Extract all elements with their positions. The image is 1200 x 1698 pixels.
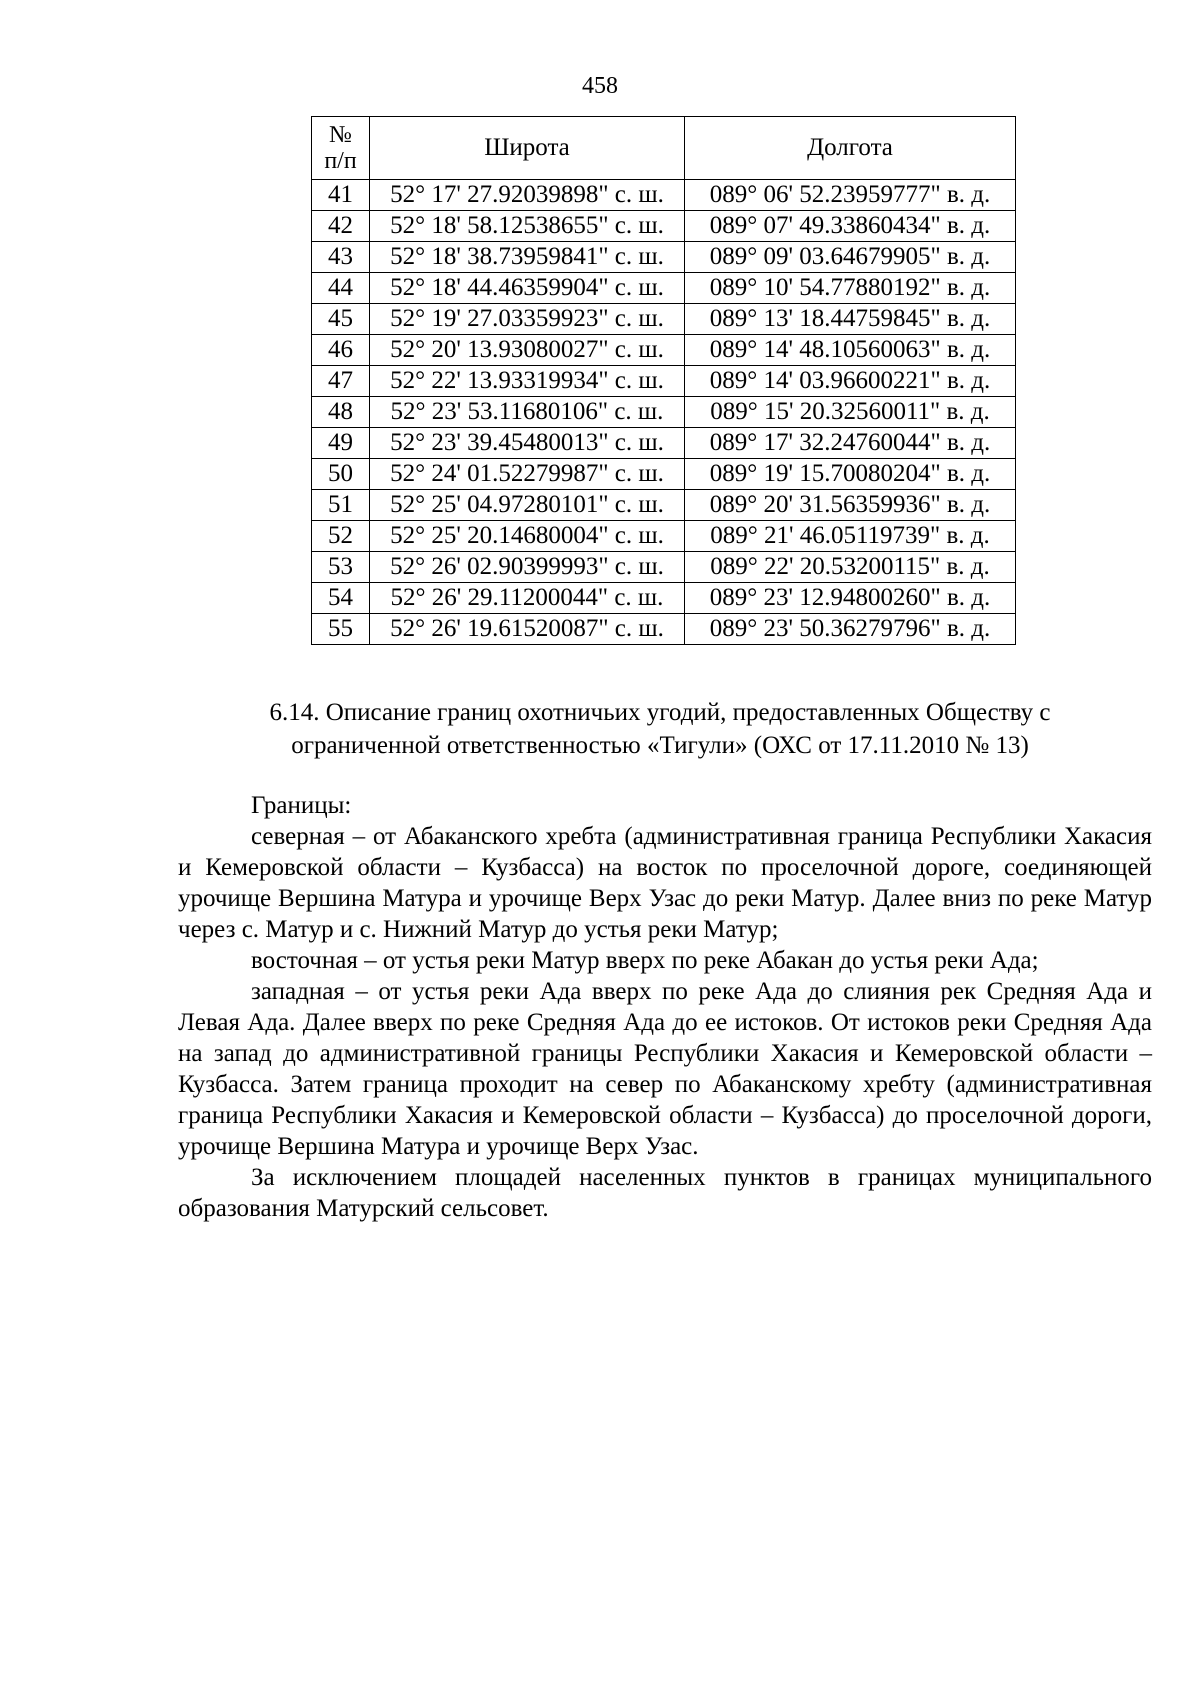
cell-number: 48	[312, 397, 370, 428]
cell-number: 47	[312, 366, 370, 397]
cell-number: 43	[312, 242, 370, 273]
header-latitude: Широта	[370, 117, 685, 180]
header-number-abbr: п/п	[324, 148, 357, 174]
cell-longitude: 089° 06' 52.23959777" в. д.	[685, 180, 1016, 211]
table-row	[312, 459, 1016, 490]
table-row	[312, 335, 1016, 366]
cell-longitude: 089° 22' 20.53200115" в. д.	[685, 552, 1016, 583]
cell-longitude: 089° 13' 18.44759845" в. д.	[685, 304, 1016, 335]
section-title	[220, 696, 1100, 762]
header-number	[312, 117, 370, 180]
cell-latitude: 52° 23' 39.45480013" с. ш.	[370, 428, 685, 459]
border-east: восточная – от устья реки Матур вверх по реке Абакан до устья реки Ада;	[251, 947, 1039, 974]
cell-latitude: 52° 20' 13.93080027" с. ш.	[370, 335, 685, 366]
cell-latitude: 52° 25' 04.97280101" с. ш.	[370, 490, 685, 521]
border-north: северная – от Абаканского хребта (административная граница Республики Хакасия и Кемеровской области – Кузбасса) на восток по проселочной дороге, соединяющей урочище Вершина Матура и урочище Верх Узас до реки Матур. Далее вниз по реке Матур через с. Матур и с. Нижний Матур до устья реки Матур;	[178, 823, 1152, 943]
cell-longitude: 089° 20' 31.56359936" в. д.	[685, 490, 1016, 521]
cell-latitude: 52° 18' 58.12538655" с. ш.	[370, 211, 685, 242]
cell-latitude: 52° 17' 27.92039898" с. ш.	[370, 180, 685, 211]
cell-latitude: 52° 18' 38.73959841" с. ш.	[370, 242, 685, 273]
page-number: 458	[582, 73, 618, 99]
header-number-symbol: №	[329, 122, 352, 148]
cell-longitude: 089° 14' 03.96600221" в. д.	[685, 366, 1016, 397]
cell-latitude: 52° 19' 27.03359923" с. ш.	[370, 304, 685, 335]
table-row	[312, 180, 1016, 211]
table-row	[312, 273, 1016, 304]
cell-latitude: 52° 22' 13.93319934" с. ш.	[370, 366, 685, 397]
cell-number: 51	[312, 490, 370, 521]
cell-number: 45	[312, 304, 370, 335]
borders-description	[178, 790, 1152, 1224]
cell-number: 52	[312, 521, 370, 552]
table-row	[312, 397, 1016, 428]
cell-latitude: 52° 24' 01.52279987" с. ш.	[370, 459, 685, 490]
table-row	[312, 428, 1016, 459]
cell-number: 53	[312, 552, 370, 583]
cell-number: 55	[312, 614, 370, 645]
table-row	[312, 583, 1016, 614]
table-row	[312, 552, 1016, 583]
section-title-line-2: ограниченной ответственностью «Тигули» (ОХС от 17.11.2010 № 13)	[291, 732, 1029, 759]
table-row	[312, 242, 1016, 273]
cell-latitude: 52° 23' 53.11680106" с. ш.	[370, 397, 685, 428]
cell-longitude: 089° 10' 54.77880192" в. д.	[685, 273, 1016, 304]
border-west: западная – от устья реки Ада вверх по реке Ада до слияния рек Средняя Ада и Левая Ада. Далее вверх по реке Средняя Ада до ее истоков. От истоков реки Средняя Ада на запад до административной границы Республики Хакасия и Кемеровской области – Кузбасса. Затем граница проходит на север по Абаканскому хребту (административная граница Республики Хакасия и Кемеровской области – Кузбасса) до проселочной дороги, урочище Вершина Матура и урочище Верх Узас.	[178, 978, 1152, 1160]
table-row	[312, 304, 1016, 335]
exclusion-note: За исключением площадей населенных пунктов в границах муниципального образования Матурский сельсовет.	[178, 1164, 1152, 1222]
cell-latitude: 52° 25' 20.14680004" с. ш.	[370, 521, 685, 552]
cell-longitude: 089° 19' 15.70080204" в. д.	[685, 459, 1016, 490]
cell-number: 46	[312, 335, 370, 366]
cell-latitude: 52° 18' 44.46359904" с. ш.	[370, 273, 685, 304]
cell-number: 42	[312, 211, 370, 242]
table-body	[312, 180, 1016, 645]
table-header-row	[312, 117, 1016, 180]
table-row	[312, 211, 1016, 242]
cell-latitude: 52° 26' 02.90399993" с. ш.	[370, 552, 685, 583]
cell-longitude: 089° 14' 48.10560063" в. д.	[685, 335, 1016, 366]
cell-number: 44	[312, 273, 370, 304]
table-row	[312, 521, 1016, 552]
cell-longitude: 089° 21' 46.05119739" в. д.	[685, 521, 1016, 552]
cell-longitude: 089° 17' 32.24760044" в. д.	[685, 428, 1016, 459]
header-longitude: Долгота	[685, 117, 1016, 180]
cell-number: 41	[312, 180, 370, 211]
cell-longitude: 089° 23' 12.94800260" в. д.	[685, 583, 1016, 614]
coordinates-table	[311, 116, 1016, 645]
cell-number: 49	[312, 428, 370, 459]
cell-number: 54	[312, 583, 370, 614]
cell-longitude: 089° 23' 50.36279796" в. д.	[685, 614, 1016, 645]
cell-latitude: 52° 26' 29.11200044" с. ш.	[370, 583, 685, 614]
table-row	[312, 366, 1016, 397]
cell-latitude: 52° 26' 19.61520087" с. ш.	[370, 614, 685, 645]
cell-longitude: 089° 15' 20.32560011" в. д.	[685, 397, 1016, 428]
borders-label: Границы:	[251, 792, 352, 819]
cell-longitude: 089° 07' 49.33860434" в. д.	[685, 211, 1016, 242]
cell-number: 50	[312, 459, 370, 490]
cell-longitude: 089° 09' 03.64679905" в. д.	[685, 242, 1016, 273]
table-row	[312, 614, 1016, 645]
section-title-line-1: 6.14. Описание границ охотничьих угодий, предоставленных Обществу с	[269, 699, 1051, 726]
table-row	[312, 490, 1016, 521]
